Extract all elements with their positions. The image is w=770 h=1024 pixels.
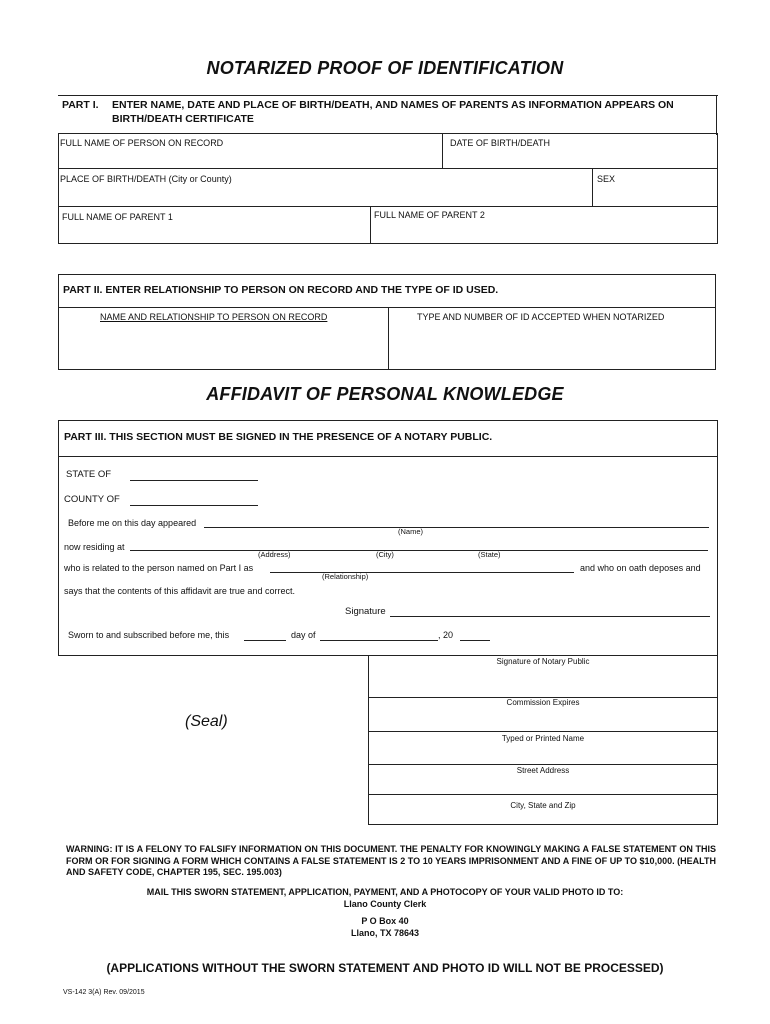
printed-name-field[interactable]: Typed or Printed Name [501,734,585,743]
part1-col-divider-3 [370,206,371,244]
city-state-zip-field[interactable]: City, State and Zip [510,801,576,810]
county-of-label: COUNTY OF [64,494,120,505]
city-caption: (City) [376,550,394,559]
affiant-signature-field[interactable] [390,616,710,617]
id-type-field[interactable]: TYPE AND NUMBER OF ID ACCEPTED WHEN NOTARIZED [417,312,665,322]
seal-label: (Seal) [185,713,228,730]
part1-instruction-1: ENTER NAME, DATE AND PLACE OF BIRTH/DEATH, AND NAMES OF PARENTS AS INFORMATION APPEARS ON [112,99,674,111]
notary-signature-field[interactable]: Signature of Notary Public [496,657,590,666]
mail-instruction: MAIL THIS SWORN STATEMENT, APPLICATION, PAYMENT, AND A PHOTOCOPY OF YOUR VALID PHOTO ID TO: [146,887,624,897]
part1-label: PART I. [62,99,99,111]
part1-table [58,133,718,244]
relationship-field[interactable]: NAME AND RELATIONSHIP TO PERSON ON RECORD [100,312,328,322]
notary-divider-4 [368,794,718,795]
sworn-month-field[interactable] [320,640,438,641]
state-of-field[interactable] [130,480,258,481]
part1-col-divider-1 [442,133,443,168]
name-field[interactable] [204,527,709,528]
day-of-label: day of [291,630,316,640]
form-id: VS-142 3(A) Rev. 09/2015 [63,989,145,996]
affidavit-title: AFFIDAVIT OF PERSONAL KNOWLEDGE [206,384,564,404]
street-address-field[interactable]: Street Address [516,766,570,775]
notary-divider-2 [368,731,718,732]
part1-row-divider-1 [58,168,718,169]
full-name-field[interactable]: FULL NAME OF PERSON ON RECORD [60,138,224,148]
part1-col-divider-2 [592,168,593,206]
now-residing-label: now residing at [64,542,125,552]
relationship-line-field[interactable] [270,572,574,573]
county-of-field[interactable] [130,505,258,506]
address-caption: (Address) [258,550,291,559]
name-caption: (Name) [398,527,424,536]
sworn-year-field[interactable] [460,640,490,641]
sworn-label: Sworn to and subscribed before me, this [68,630,230,640]
place-field[interactable]: PLACE OF BIRTH/DEATH (City or County) [60,174,232,184]
parent1-field[interactable]: FULL NAME OF PARENT 1 [62,212,173,222]
year-prefix: , 20 [438,630,454,640]
mail-line-3: Llano, TX 78643 [350,928,420,938]
part3-heading: PART III. THIS SECTION MUST BE SIGNED IN THE PRESENCE OF A NOTARY PUBLIC. [64,431,493,443]
part1-instruction-2: BIRTH/DEATH CERTIFICATE [112,113,254,125]
form-title: NOTARIZED PROOF OF IDENTIFICATION [206,58,564,78]
mail-line-1: Llano County Clerk [343,899,427,909]
warning-text: WARNING: IT IS A FELONY TO FALSIFY INFORMATION ON THIS DOCUMENT. THE PENALTY FOR KNOWINGLY MAKING A FALSE STATEMENT ON THIS FORM OR FOR SIGNING A FORM WHICH CONTAINS A FALSE STATEMENT IS 2 TO 10 YEARS IMPRISONMENT AND A FINE OF UP TO $10,000. (HEALTH AND SAFETY CODE, CHAPTER 195, SEC. 195.003) [66,844,716,877]
part2-heading: PART II. ENTER RELATIONSHIP TO PERSON ON RECORD AND THE TYPE OF ID USED. [63,284,499,296]
part3-divider [58,456,718,457]
sex-field[interactable]: SEX [597,174,616,184]
related-to-label: who is related to the person named on Part I as [64,563,254,573]
parent2-field[interactable]: FULL NAME OF PARENT 2 [374,210,485,220]
notary-divider-3 [368,764,718,765]
date-field[interactable]: DATE OF BIRTH/DEATH [450,138,551,148]
part1-row-divider-2 [58,206,718,207]
and-who-text: and who on oath deposes and [580,563,701,573]
part2-divider [58,307,716,308]
commission-expires-field[interactable]: Commission Expires [506,698,580,707]
sworn-day-field[interactable] [244,640,286,641]
signature-label: Signature [345,606,386,617]
before-me-label: Before me on this day appeared [68,518,197,528]
part1-right-edge [716,95,717,135]
part2-col-divider [388,307,389,370]
footer-notice: (APPLICATIONS WITHOUT THE SWORN STATEMENT AND PHOTO ID WILL NOT BE PROCESSED) [106,961,664,975]
state-of-label: STATE OF [66,469,112,480]
says-that-text: says that the contents of this affidavit are true and correct. [64,586,295,596]
part1-top-rule [58,95,718,96]
address-field[interactable] [130,550,708,551]
state-caption: (State) [478,550,501,559]
relationship-caption: (Relationship) [322,572,369,581]
mail-line-2: P O Box 40 [361,916,409,926]
